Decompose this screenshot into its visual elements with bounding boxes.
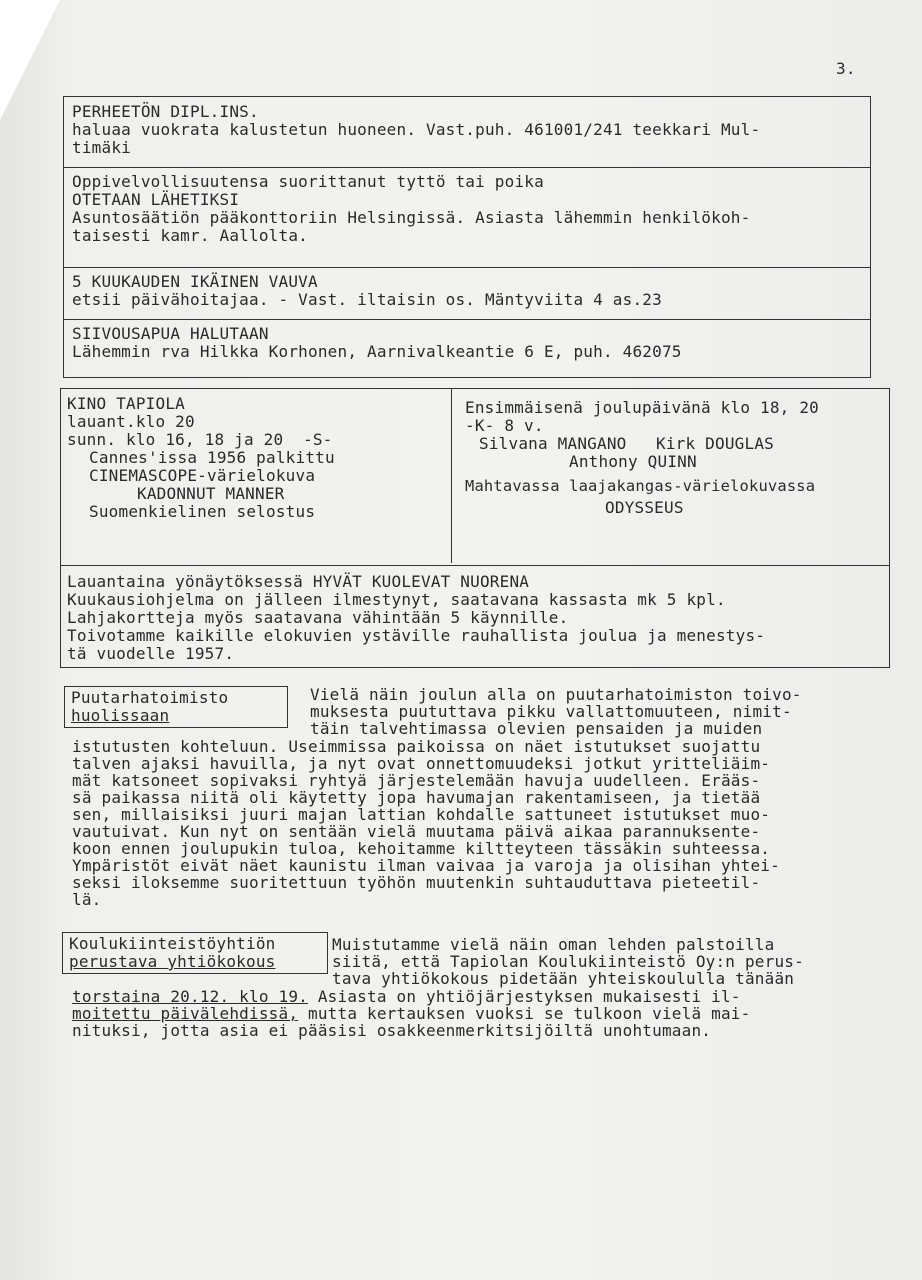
age-rating: -K- 8 v. xyxy=(465,416,544,435)
ad-line: timäki xyxy=(72,138,131,157)
classified-ad-1 xyxy=(72,103,760,157)
article-line: muksesta puututtava pikku vallattomuuteen, nimit- xyxy=(310,702,792,721)
showtime: Ensimmäisenä joulupäivänä klo 18, 20 xyxy=(465,398,819,417)
article-heading: Koulukiinteistöyhtiön xyxy=(69,934,276,953)
article-heading: Puutarhatoimisto xyxy=(71,688,229,707)
ad-line: Lähemmin rva Hilkka Korhonen, Aarnivalkeantie 6 E, puh. 462075 xyxy=(72,342,682,361)
film-format: Mahtavassa laajakangas-värielokuvassa xyxy=(465,477,816,495)
article-heading: perustava yhtiökokous xyxy=(69,952,276,971)
article-line: istutusten kohteluun. Useimmissa paikoissa on näet istutukset suojattu xyxy=(72,737,761,756)
school-intro xyxy=(332,936,804,987)
cinema-line: Lahjakortteja myös saatavana vähintään 5 käynnille. xyxy=(67,608,569,627)
cinema-box xyxy=(60,388,890,668)
ad-title: SIIVOUSAPUA HALUTAAN xyxy=(72,324,269,343)
article-line: seksi iloksemme suoritettuun työhön muutenkin suhtauduttava pieteetil- xyxy=(72,873,761,892)
article-line: sä paikassa niitä oli käytetty jopa havumajan rakentamiseen, ja tietää xyxy=(72,788,761,807)
cinema-line: Lauantaina yönäytöksessä HYVÄT KUOLEVAT NUORENA xyxy=(67,572,530,591)
garden-intro xyxy=(310,686,802,737)
school-body xyxy=(72,988,750,1039)
article-line xyxy=(72,1005,750,1022)
showtime: sunn. klo 16, 18 ja 20 -S- xyxy=(67,430,333,449)
meeting-date: torstaina 20.12. klo 19. xyxy=(72,987,308,1006)
article-line: Ympäristöt eivät näet kaunistu ilman vaivaa ja varoja ja olisihan yhtei- xyxy=(72,856,780,875)
cinema-left xyxy=(67,395,447,521)
classifieds-box xyxy=(63,96,871,378)
article-line: nituksi, jotta asia ei pääsisi osakkeenmerkitsijöiltä unohtumaan. xyxy=(72,1021,712,1040)
ad-line: Asuntosäätiön pääkonttoriin Helsingissä. Asiasta lähemmin henkilökoh- xyxy=(72,208,751,227)
article-line: tava yhtiökokous pidetään yhteiskoululla tänään xyxy=(332,969,795,988)
article-line: koon ennen joulupukin tuloa, kehoitamme kiltteyteen tässäkin suhteessa. xyxy=(72,839,771,858)
article-text: mutta kertauksen vuoksi se tulkoon vielä mai- xyxy=(298,1004,751,1023)
classified-ad-2 xyxy=(72,173,750,245)
ad-line: haluaa vuokrata kalustetun huoneen. Vast.puh. 461001/241 teekkari Mul- xyxy=(72,120,761,139)
article-line: Muistutamme vielä näin oman lehden palstoilla xyxy=(332,935,775,954)
ad-line: etsii päivähoitajaa. - Vast. iltaisin os. Mäntyviita 4 as.23 xyxy=(72,290,662,309)
article-line: mät katsoneet sopivaksi ryhtyä järjestelemään havuja uudelleen. Erääs- xyxy=(72,771,761,790)
folded-corner xyxy=(0,0,60,120)
article-text: Asiasta on yhtiöjärjestyksen mukaisesti il- xyxy=(308,987,741,1006)
article-line: siitä, että Tapiolan Koulukiinteistö Oy:n perus- xyxy=(332,952,804,971)
classified-ad-4 xyxy=(72,325,682,361)
cinema-line: tä vuodelle 1957. xyxy=(67,644,235,663)
film-note: Suomenkielinen selostus xyxy=(89,502,316,521)
divider xyxy=(451,389,452,563)
garden-body xyxy=(72,738,780,908)
notice-phrase: moitettu päivälehdissä, xyxy=(72,1004,299,1023)
showtime: lauant.klo 20 xyxy=(67,412,195,431)
garden-heading-box xyxy=(64,686,288,728)
ad-line: OTETAAN LÄHETIKSI xyxy=(72,190,240,209)
cast: Silvana MANGANO Kirk DOUGLAS xyxy=(479,434,774,453)
divider xyxy=(64,319,870,320)
divider xyxy=(61,565,889,566)
film-title: KADONNUT MANNER xyxy=(137,484,285,503)
ad-title: 5 KUUKAUDEN IKÄINEN VAUVA xyxy=(72,272,318,291)
cast: Anthony QUINN xyxy=(569,452,697,471)
cinema-name: KINO TAPIOLA xyxy=(67,394,185,413)
article-line: täin talvehtimassa olevien pensaiden ja muiden xyxy=(310,719,763,738)
cinema-line: Toivotamme kaikille elokuvien ystäville rauhallista joulua ja menestys- xyxy=(67,626,766,645)
film-format: CINEMASCOPE-värielokuva xyxy=(89,466,316,485)
ad-title: PERHEETÖN DIPL.INS. xyxy=(72,102,259,121)
ad-title: Oppivelvollisuutensa suorittanut tyttö tai poika xyxy=(72,172,544,191)
article-heading: huolissaan xyxy=(71,706,170,725)
classified-ad-3 xyxy=(72,273,662,309)
divider xyxy=(64,167,870,168)
school-heading-box xyxy=(62,932,328,974)
article-line: lä. xyxy=(72,890,102,909)
page-number: 3. xyxy=(836,59,856,78)
article-line: Vielä näin joulun alla on puutarhatoimiston toivo- xyxy=(310,685,802,704)
article-line: talven ajaksi havuilla, ja nyt ovat onnettomuudeksi jotkut yritteliäim- xyxy=(72,754,771,773)
ad-line: taisesti kamr. Aallolta. xyxy=(72,226,308,245)
film-title: ODYSSEUS xyxy=(605,498,684,517)
cinema-right xyxy=(465,399,885,517)
divider xyxy=(64,267,870,268)
article-line: sen, millaisiksi juuri majan lattian kohdalle sattuneet istutukset muo- xyxy=(72,805,771,824)
cinema-line: Kuukausiohjelma on jälleen ilmestynyt, saatavana kassasta mk 5 kpl. xyxy=(67,590,726,609)
cinema-bottom xyxy=(67,573,765,663)
article-line: vautuivat. Kun nyt on sentään vielä muutama päivä aikaa parannuksente- xyxy=(72,822,761,841)
article-line xyxy=(72,988,750,1005)
film-note: Cannes'issa 1956 palkittu xyxy=(89,448,335,467)
